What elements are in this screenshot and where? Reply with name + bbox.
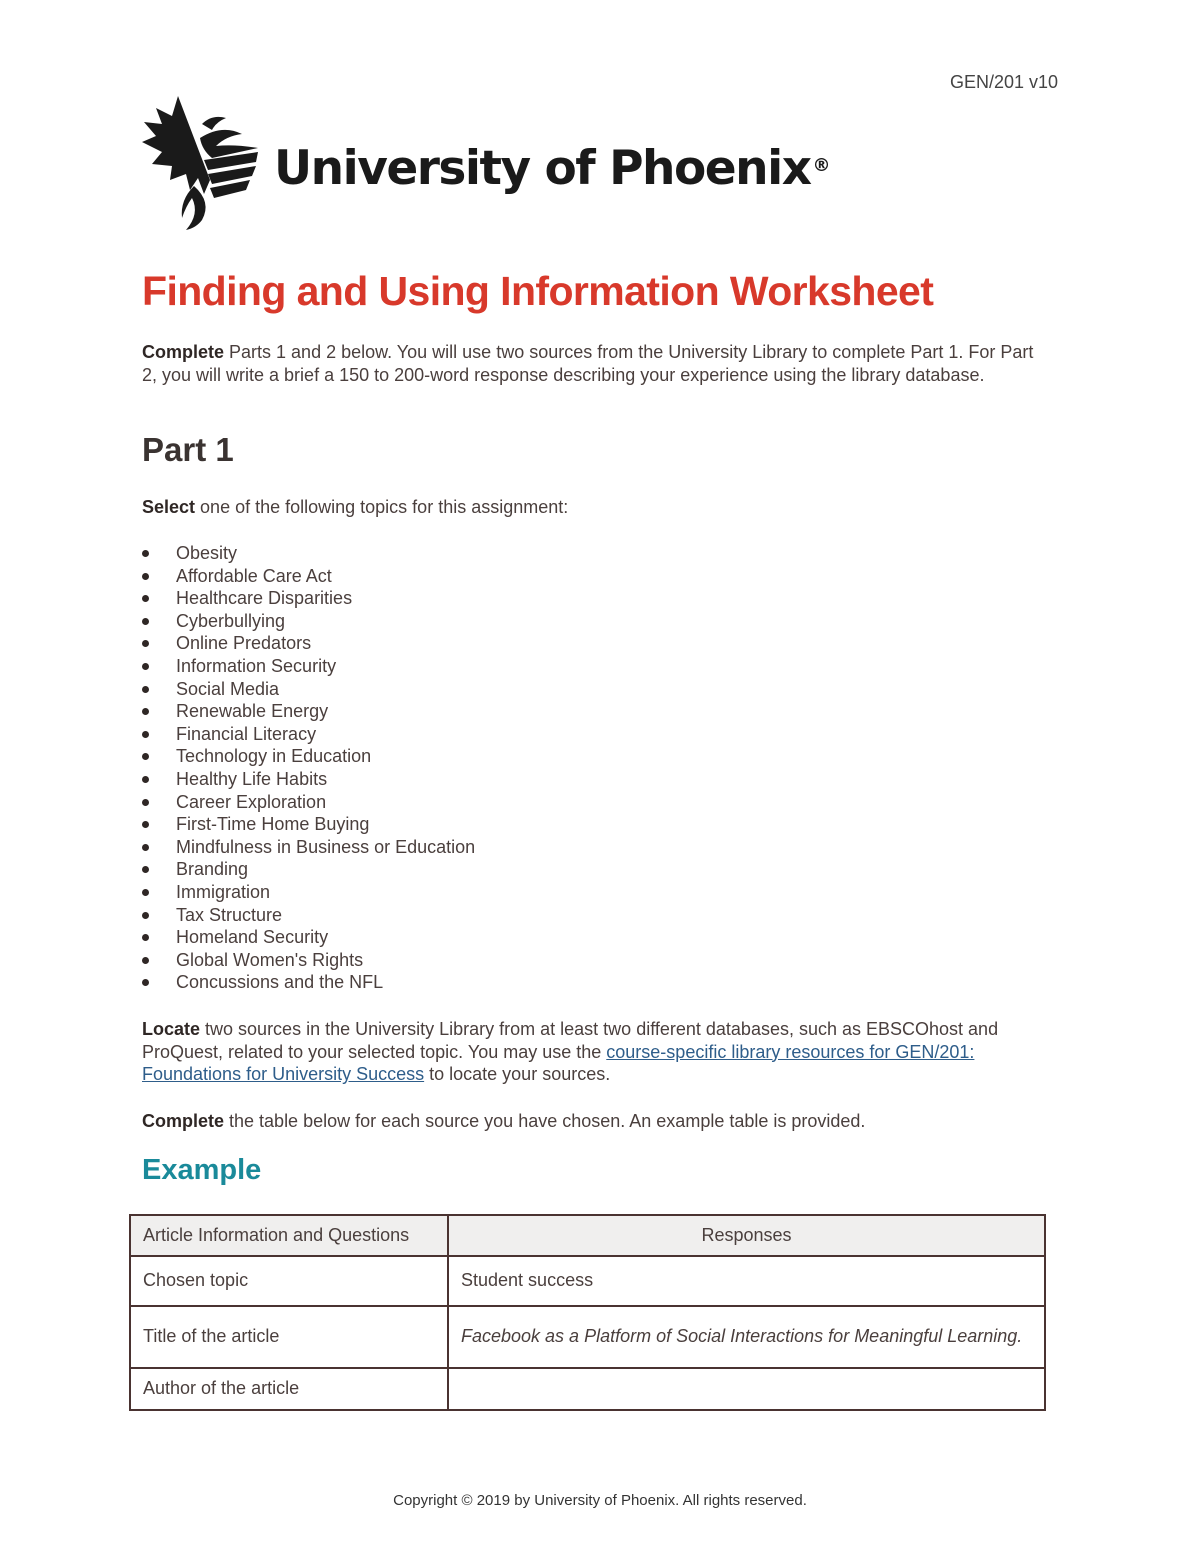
list-item: Financial Literacy xyxy=(142,723,475,746)
list-item: Tax Structure xyxy=(142,904,475,927)
table-row xyxy=(130,1368,1045,1410)
locate-instruction: Locate two sources in the University Library from at least two different databases, such as EBSCOhost and ProQuest, related to your selected topic. You may use the course-specific library resources for GEN/201: Foundations for University Success to locate your sources. xyxy=(142,1019,999,1085)
example-heading: Example xyxy=(142,1154,262,1186)
list-item: Obesity xyxy=(142,542,475,565)
table-row xyxy=(130,1306,1045,1368)
table-header-row xyxy=(130,1215,1045,1256)
row-label: Title of the article xyxy=(130,1306,448,1368)
list-item: Technology in Education xyxy=(142,745,475,768)
intro-paragraph: Complete Parts 1 and 2 below. You will use two sources from the University Library to complete Part 1. For Part 2, you will write a brief a 150 to 200-word response describing your experience using the library database. xyxy=(142,342,1034,385)
list-item: Branding xyxy=(142,858,475,881)
example-table xyxy=(129,1214,1046,1411)
part-1-heading: Part 1 xyxy=(142,431,234,468)
list-item: Global Women's Rights xyxy=(142,949,475,972)
topic-list xyxy=(142,542,475,994)
list-item: Information Security xyxy=(142,655,475,678)
row-label: Author of the article xyxy=(130,1368,448,1410)
logo-wordmark: University of Phoenix ® xyxy=(274,140,831,196)
list-item: Online Predators xyxy=(142,632,475,655)
phoenix-bird-icon xyxy=(142,94,260,232)
column-header-info: Article Information and Questions xyxy=(130,1215,448,1256)
list-item: Social Media xyxy=(142,678,475,701)
row-value xyxy=(448,1368,1045,1410)
university-logo xyxy=(142,94,831,232)
list-item: First-Time Home Buying xyxy=(142,813,475,836)
list-item: Affordable Care Act xyxy=(142,565,475,588)
list-item: Career Exploration xyxy=(142,791,475,814)
list-item: Cyberbullying xyxy=(142,610,475,633)
library-resources-link[interactable]: course-specific library resources for GEN/201: Foundations for University Success xyxy=(142,1041,975,1085)
list-item: Mindfulness in Business or Education xyxy=(142,836,475,859)
list-item: Concussions and the NFL xyxy=(142,971,475,994)
copyright-footer: Copyright © 2019 by University of Phoenix. All rights reserved. xyxy=(393,1492,807,1509)
list-item: Immigration xyxy=(142,881,475,904)
table-row xyxy=(130,1256,1045,1306)
row-label: Chosen topic xyxy=(130,1256,448,1306)
page-title: Finding and Using Information Worksheet xyxy=(142,268,934,314)
course-code: GEN/201 v10 xyxy=(949,72,1058,92)
complete-table-instruction: Complete the table below for each source you have chosen. An example table is provided. xyxy=(142,1111,866,1131)
list-item: Renewable Energy xyxy=(142,700,475,723)
select-instruction: Select one of the following topics for this assignment: xyxy=(142,497,569,517)
row-value: Facebook as a Platform of Social Interactions for Meaningful Learning. xyxy=(448,1306,1045,1368)
row-value: Student success xyxy=(448,1256,1045,1306)
list-item: Healthcare Disparities xyxy=(142,587,475,610)
list-item: Homeland Security xyxy=(142,926,475,949)
list-item: Healthy Life Habits xyxy=(142,768,475,791)
column-header-responses: Responses xyxy=(448,1215,1045,1256)
